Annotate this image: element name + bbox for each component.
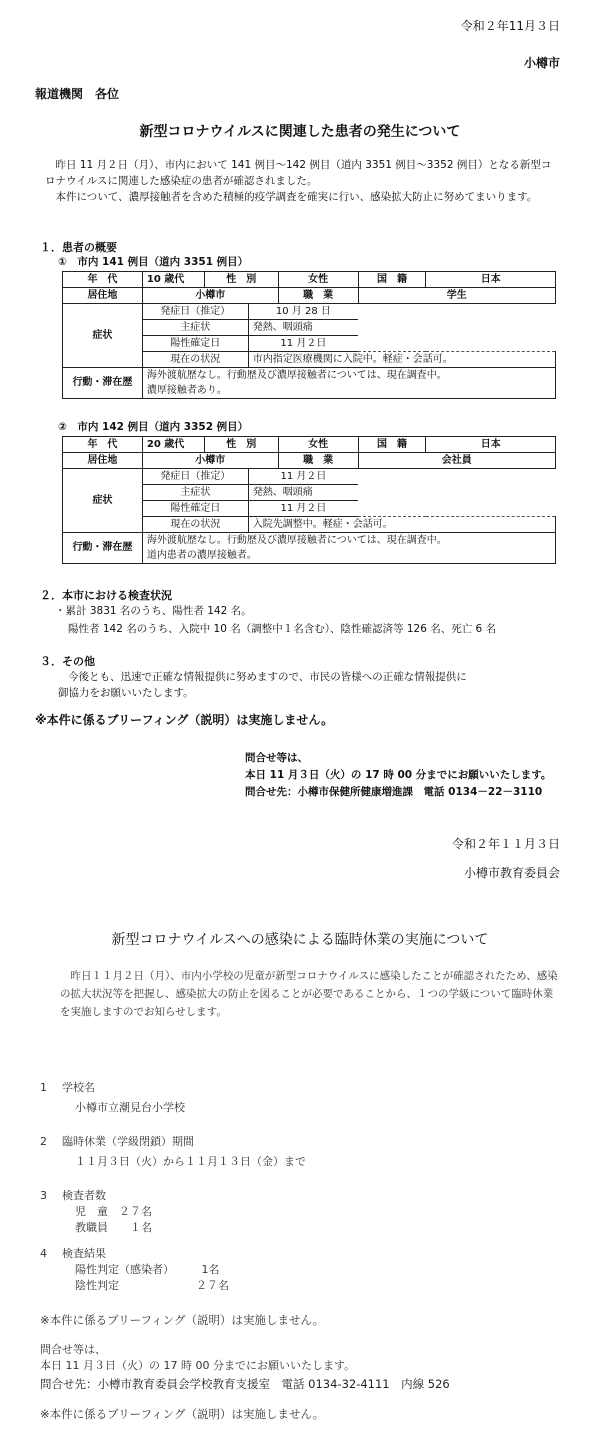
label-symptoms: 症状: [63, 469, 143, 533]
doc1-intro-2: 本件について、濃厚接触者を含めた積極的疫学調査を確実に行い、感染拡大防止に努めてまいります。: [55, 191, 538, 203]
label-age: 年 代: [63, 437, 143, 453]
item-2-heading: 臨時休業（学級閉鎖）期間: [62, 1135, 194, 1148]
label-job: 職 業: [278, 453, 358, 469]
sec3-line-2: 御協力をお願いいたします。: [58, 687, 194, 699]
label-status: 現在の状況: [142, 352, 248, 368]
label-nationality: 国 籍: [358, 437, 426, 453]
patient-2-table: [62, 436, 556, 564]
main-symptom-value: 発熱、咽頭痛: [248, 320, 358, 336]
label-onset: 発症日（推定）: [142, 304, 248, 320]
onset-value: 11 月２日: [248, 469, 358, 485]
item-4-line-1: 陽性判定（感染者） 1名: [75, 1263, 220, 1276]
item-3-heading: 検査者数: [62, 1189, 106, 1202]
item-1-heading: 学校名: [62, 1081, 95, 1094]
job-value: 学生: [358, 288, 555, 304]
doc1-intro-1: 昨日 11 月２日（月）、市内において 141 例目～142 例目（道内 3351 例目～3352 例目）となる新型コロナウイルスに関連した感染症の患者が確認されました。: [45, 159, 552, 188]
residence-value: 小樽市: [142, 453, 278, 469]
doc2-title: 新型コロナウイルスへの感染による臨時休業の実施について: [111, 932, 489, 948]
age-value: 20 歳代: [142, 437, 204, 453]
label-sex: 性 別: [204, 272, 278, 288]
doc1-addressee: 報道機関 各位: [35, 87, 120, 101]
doc2-briefing-note-2: ※本件に係るブリーフィング（説明）は実施しません。: [40, 1407, 325, 1421]
doc1-title: 新型コロナウイルスに関連した患者の発生について: [139, 124, 461, 140]
nationality-value: 日本: [426, 272, 556, 288]
positive-date-value: 11 月２日: [248, 501, 358, 517]
status-value: 入院先調整中。軽症・会話可。: [248, 517, 555, 533]
sec3-heading: ３．その他: [40, 655, 95, 668]
label-sex: 性 別: [204, 437, 278, 453]
label-symptoms: 症状: [63, 304, 143, 368]
label-onset: 発症日（推定）: [142, 469, 248, 485]
item-4-number: 4: [40, 1247, 47, 1260]
item-3-number: 3: [40, 1189, 47, 1202]
doc2-briefing-note: ※本件に係るブリーフィング（説明）は実施しません。: [40, 1313, 325, 1327]
residence-value: 小樽市: [142, 288, 278, 304]
age-value: 10 歳代: [142, 272, 204, 288]
doc2-contact-1: 問合せ等は、: [40, 1343, 106, 1356]
doc2-intro: 昨日１１月２日（月）、市内小学校の児童が新型コロナウイルスに感染したことが確認されたため、感染の拡大状況等を把握し、感染拡大の防止を図ることが必要であることから、１つの学級について臨時休業を実施しますのでお知らせします。: [60, 970, 558, 1018]
status-value: 市内指定医療機関に入院中。軽症・会話可。: [248, 352, 555, 368]
positive-date-value: 11 月２日: [248, 336, 358, 352]
doc1-date: 令和２年11月３日: [460, 19, 560, 33]
label-main-symptom: 主症状: [142, 485, 248, 501]
sec2-line-1: ・累計 3831 名のうち、陽性者 142 名。: [55, 605, 252, 617]
label-positive-date: 陽性確定日: [142, 336, 248, 352]
label-activity: 行動・滞在歴: [63, 368, 143, 399]
sec2-line-2: 陽性者 142 名のうち、入院中 10 名（調整中１名含む）、陰性確認済等 126 名、死亡 6 名: [68, 623, 497, 635]
sec1-heading: １．患者の概要: [40, 241, 117, 254]
activity-line-1: 海外渡航歴なし。行動歴及び濃厚接触者については、現在調査中。: [142, 533, 555, 549]
nationality-value: 日本: [426, 437, 556, 453]
doc1-contact-1: 問合せ等は、: [245, 752, 308, 764]
activity-line-1: 海外渡航歴なし。行動歴及び濃厚接触者については、現在調査中。: [142, 368, 555, 384]
doc2-date: 令和２年１１月３日: [451, 837, 560, 851]
label-main-symptom: 主症状: [142, 320, 248, 336]
doc1-issuer: 小樽市: [523, 56, 560, 70]
job-value: 会社員: [358, 453, 555, 469]
label-residence: 居住地: [63, 453, 143, 469]
sec2-heading: ２．本市における検査状況: [40, 589, 172, 602]
label-positive-date: 陽性確定日: [142, 501, 248, 517]
label-activity: 行動・滞在歴: [63, 533, 143, 564]
item-4-line-2: 陰性判定 ２７名: [75, 1279, 229, 1292]
doc2-issuer: 小樽市教育委員会: [463, 866, 560, 880]
doc1-briefing-note: ※本件に係るブリーフィング（説明）は実施しません。: [35, 713, 334, 727]
patient-1-table: [62, 271, 556, 399]
doc2-contact-3: 問合せ先：小樽市教育委員会学校教育支援室 電話 0134-32-4111 内線 526: [40, 1377, 450, 1391]
sex-value: 女性: [278, 272, 358, 288]
onset-value: 10 月 28 日: [248, 304, 358, 320]
item-2-number: 2: [40, 1135, 47, 1148]
activity-line-2: 道内患者の濃厚接触者。: [142, 548, 555, 564]
label-residence: 居住地: [63, 288, 143, 304]
main-symptom-value: 発熱、咽頭痛: [248, 485, 358, 501]
label-job: 職 業: [278, 288, 358, 304]
label-nationality: 国 籍: [358, 272, 426, 288]
item-1-number: 1: [40, 1081, 47, 1094]
sec3-line-1: 今後とも、迅速で正確な情報提供に努めますので、市民の皆様への正確な情報提供に: [68, 671, 467, 683]
patient-1-heading: ① 市内 141 例目（道内 3351 例目）: [58, 256, 249, 268]
item-3-line-2: 教職員 １名: [75, 1221, 152, 1234]
item-4-heading: 検査結果: [62, 1247, 106, 1260]
doc1-contact-3: 問合せ先：小樽市保健所健康増進課 電話 0134－22－3110: [245, 786, 543, 798]
doc1-contact-2: 本日 11 月３日（火）の 17 時 00 分までにお願いいたします。: [245, 769, 552, 781]
label-age: 年 代: [63, 272, 143, 288]
activity-line-2: 濃厚接触者あり。: [142, 383, 555, 399]
item-1-line-1: 小樽市立潮見台小学校: [75, 1101, 185, 1114]
item-3-line-1: 児 童 ２７名: [75, 1205, 152, 1218]
item-2-line-1: １１月３日（火）から１１月１３日（金）まで: [75, 1155, 306, 1168]
label-status: 現在の状況: [142, 517, 248, 533]
doc2-contact-2: 本日 11 月３日（火）の 17 時 00 分までにお願いいたします。: [40, 1359, 356, 1372]
sex-value: 女性: [278, 437, 358, 453]
patient-2-heading: ② 市内 142 例目（道内 3352 例目）: [58, 421, 249, 433]
